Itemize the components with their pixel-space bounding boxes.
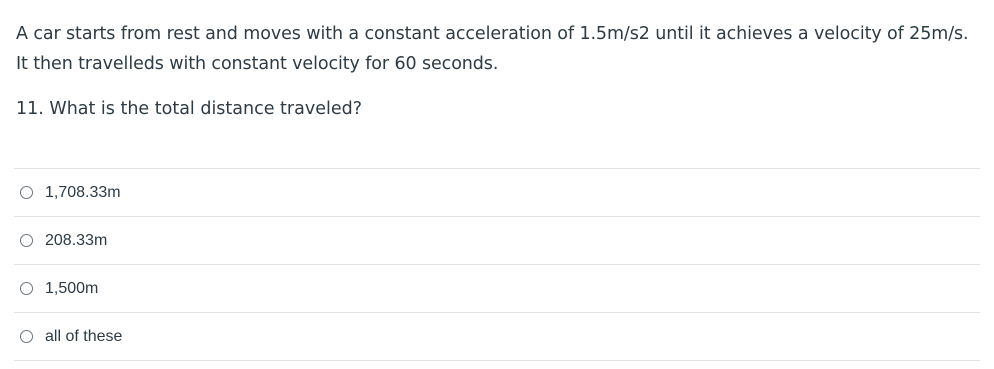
answer-label: 208.33m xyxy=(45,231,108,249)
question-stem xyxy=(16,19,986,79)
answer-option-3[interactable] xyxy=(14,265,980,313)
question-line-1: A car starts from rest and moves with a constant acceleration of 1.5m/s2 until it achieves a velocity of 25m/s. xyxy=(16,24,969,44)
answer-option-1[interactable] xyxy=(14,169,980,217)
radio-button[interactable] xyxy=(20,330,33,343)
question-line-2: It then travelleds with constant velocity for 60 seconds. xyxy=(16,54,499,74)
answer-label: 1,500m xyxy=(45,279,99,297)
answer-label: 1,708.33m xyxy=(45,183,121,201)
answer-label: all of these xyxy=(45,327,123,345)
radio-button[interactable] xyxy=(20,234,33,247)
answer-option-2[interactable] xyxy=(14,217,980,265)
radio-button[interactable] xyxy=(20,282,33,295)
radio-button[interactable] xyxy=(20,186,33,199)
answer-option-4[interactable] xyxy=(14,313,980,361)
question-prompt: 11. What is the total distance traveled? xyxy=(16,99,362,119)
answer-list xyxy=(14,168,980,361)
